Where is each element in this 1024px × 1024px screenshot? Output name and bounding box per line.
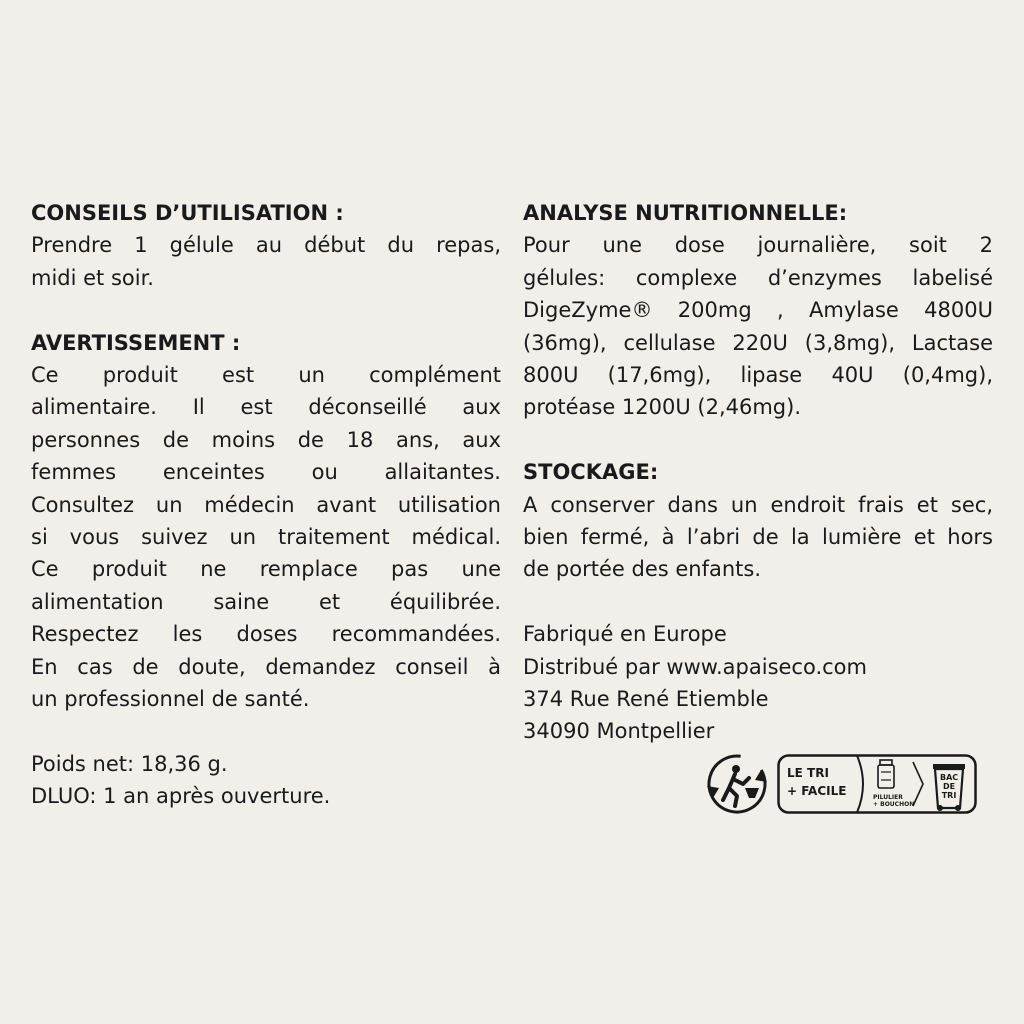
- fabrique-text: Fabriqué en Europe: [523, 622, 727, 647]
- avertissement-heading: AVERTISSEMENT :: [31, 330, 241, 355]
- text-line: DigeZyme® 200mg , Amylase 4800U: [523, 298, 993, 323]
- avertissement-text: [31, 359, 501, 715]
- conseils-text: [31, 229, 501, 294]
- text-line: Ce produit ne remplace pas une: [31, 557, 501, 582]
- text-line: personnes de moins de 18 ans, aux: [31, 427, 501, 452]
- adresse-text: 374 Rue René Etiemble: [523, 687, 769, 712]
- plus-facile-label: + FACILE: [787, 784, 847, 798]
- de-line: DE: [942, 782, 956, 791]
- poids-net-text: Poids net: 18,36 g.: [31, 751, 228, 776]
- ville-text: 34090 Montpellier: [523, 719, 715, 744]
- manufacturer-info: [523, 618, 993, 748]
- pilulier-line: PILULIER: [873, 794, 903, 801]
- bouchon-line: + BOUCHON: [873, 801, 915, 808]
- right-column: [523, 197, 993, 748]
- text-line: alimentation saine et équilibrée.: [31, 589, 501, 614]
- analyse-text: [523, 229, 993, 423]
- pilulier-label: [873, 794, 915, 808]
- poids-net: [31, 748, 501, 813]
- text-line: de portée des enfants.: [523, 557, 762, 582]
- analyse-heading: ANALYSE NUTRITIONNELLE:: [523, 201, 848, 225]
- conseils-heading: CONSEILS D’UTILISATION :: [31, 201, 344, 225]
- text-line: protéase 1200U (2,46mg).: [523, 395, 802, 420]
- text-line: Pour une dose journalière, soit 2: [523, 233, 993, 258]
- text-line: Ce produit est un complément: [31, 363, 501, 388]
- bac-de-tri-label: [940, 773, 958, 800]
- left-column: [31, 197, 501, 813]
- text-line: alimentaire. Il est déconseillé aux: [31, 395, 501, 420]
- text-line: A conserver dans un endroit frais et sec,: [523, 492, 993, 517]
- text-line: si vous suivez un traitement médical.: [31, 525, 501, 550]
- dluo-text: DLUO: 1 an après ouverture.: [31, 784, 331, 809]
- text-line: bien fermé, à l’abri de la lumière et hors: [523, 525, 993, 550]
- stockage-heading: STOCKAGE:: [523, 460, 659, 485]
- bac-line: BAC: [940, 773, 959, 782]
- info-tri-logo: [777, 754, 977, 814]
- triman-recycling-icon: [705, 752, 769, 816]
- text-line: Consultez un médecin avant utilisation: [31, 492, 501, 517]
- distribue-text: Distribué par www.apaiseco.com: [523, 654, 867, 679]
- text-line: midi et soir.: [31, 265, 154, 290]
- text-line: un professionnel de santé.: [31, 687, 310, 712]
- le-tri-label: LE TRI: [787, 766, 829, 780]
- text-line: femmes enceintes ou allaitantes.: [31, 460, 501, 485]
- text-line: 800U (17,6mg), lipase 40U (0,4mg),: [523, 363, 993, 388]
- text-line: gélules: complexe d’enzymes labelisé: [523, 265, 993, 290]
- text-line: Prendre 1 gélule au début du repas,: [31, 233, 501, 258]
- text-line: (36mg), cellulase 220U (3,8mg), Lactase: [523, 330, 993, 355]
- tri-line: TRI: [941, 791, 957, 800]
- recycling-logos: [705, 752, 977, 816]
- text-line: Respectez les doses recommandées.: [31, 622, 501, 647]
- text-line: En cas de doute, demandez conseil à: [31, 654, 501, 679]
- stockage-text: [523, 489, 993, 586]
